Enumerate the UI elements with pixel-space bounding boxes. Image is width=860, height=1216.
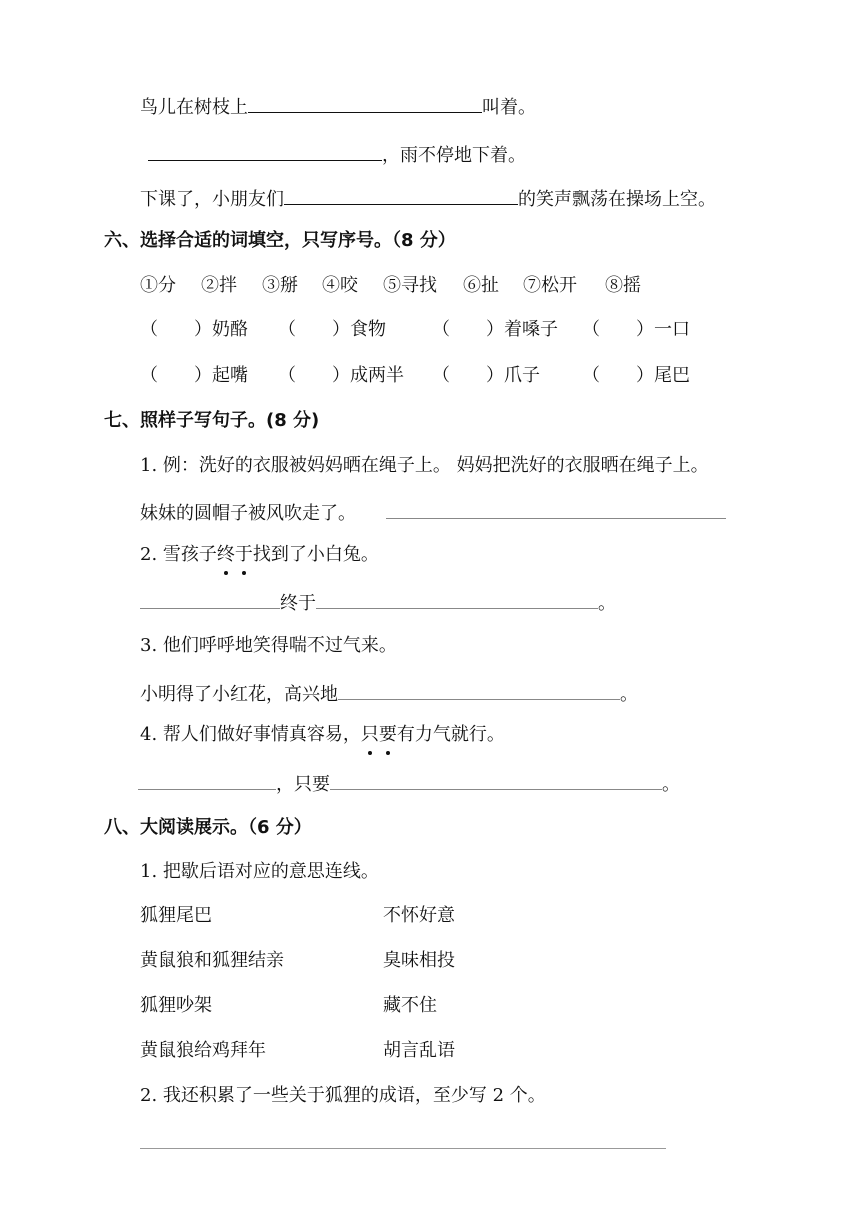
meaning-right-item[interactable]: 臭味相投: [383, 950, 455, 971]
q4-emphasis-char: 只: [361, 722, 379, 748]
q3-fill-end: 。: [620, 684, 638, 705]
choice-item[interactable]: （ ）起嘴: [140, 365, 248, 386]
sentence-2-suffix: ，雨不停地下着。: [382, 145, 526, 166]
meaning-right-item[interactable]: 藏不住: [383, 995, 437, 1016]
choice-item[interactable]: （ ）一口: [582, 319, 690, 340]
choice-item[interactable]: （ ）食物: [278, 319, 386, 340]
q3-answer-blank[interactable]: [338, 679, 620, 700]
q4-fill: [138, 769, 680, 798]
section-6-title: 六、选择合适的词填空，只写序号。（8 分）: [104, 230, 456, 251]
idiom-left-item[interactable]: 黄鼠狼和狐狸结亲: [140, 950, 284, 971]
word-option-1: ①分: [140, 275, 176, 296]
q2-fill: [140, 588, 616, 617]
q4-suffix: 有力气就行。: [396, 724, 505, 745]
word-option-7: ⑦松开: [523, 275, 577, 296]
q4-prompt: [140, 722, 505, 748]
idiom-answer-line[interactable]: [140, 1148, 666, 1149]
choice-item[interactable]: （ ）成两半: [278, 365, 404, 386]
q4-prefix: 4. 帮人们做好事情真容易，: [140, 724, 361, 745]
matching-instruction: 1. 把歇后语对应的意思连线。: [140, 861, 379, 882]
sentence-3-prefix: 下课了，小朋友们: [140, 189, 284, 210]
q2-prefix: 2. 雪孩子: [140, 544, 217, 565]
idiom-left-item[interactable]: 黄鼠狼给鸡拜年: [140, 1040, 266, 1061]
q2-emphasis-char: 终: [217, 542, 235, 568]
idiom-question: 2. 我还积累了一些关于狐狸的成语，至少写 2 个。: [140, 1085, 546, 1106]
answer-blank-3[interactable]: [284, 184, 518, 205]
q2-fill-end: 。: [598, 593, 616, 614]
q2-emphasis-char: 于: [235, 542, 253, 568]
word-option-5: ⑤寻找: [383, 275, 437, 296]
idiom-left-item[interactable]: 狐狸尾巴: [140, 905, 212, 926]
q1-answer-blank[interactable]: [386, 498, 726, 519]
sentence-3-suffix: 的笑声飘荡在操场上空。: [518, 189, 716, 210]
word-option-8: ⑧摇: [605, 275, 641, 296]
choice-item[interactable]: （ ）着嗓子: [432, 319, 558, 340]
fill-sentence-2: [148, 140, 526, 169]
q2-prompt: [140, 542, 379, 568]
q2-blank-1[interactable]: [140, 588, 280, 609]
idiom-left-item[interactable]: 狐狸吵架: [140, 995, 212, 1016]
meaning-right-item[interactable]: 不怀好意: [383, 905, 455, 926]
choice-item[interactable]: （ ）爪子: [432, 365, 540, 386]
sentence-1-suffix: 叫着。: [482, 97, 536, 118]
fill-sentence-3: [140, 184, 716, 213]
choice-item[interactable]: （ ）尾巴: [582, 365, 690, 386]
word-option-3: ③掰: [262, 275, 298, 296]
section-7-title: 七、照样子写句子。(8 分): [104, 410, 320, 431]
q2-suffix: 找到了小白兔。: [252, 544, 379, 565]
q3-task-prefix: 小明得了小红花，高兴地: [140, 684, 338, 705]
q1-example: 1. 例：洗好的衣服被妈妈晒在绳子上。 妈妈把洗好的衣服晒在绳子上。: [140, 455, 709, 476]
sentence-1-prefix: 鸟儿在树枝上: [140, 97, 248, 118]
q2-fill-middle: 终于: [280, 593, 316, 614]
q3-fill: [140, 679, 638, 708]
fill-sentence-1: [140, 92, 536, 121]
q4-emphasis-char: 要: [379, 722, 397, 748]
word-option-4: ④咬: [322, 275, 358, 296]
q4-fill-middle: ，只要: [276, 774, 330, 795]
meaning-right-item[interactable]: 胡言乱语: [383, 1040, 455, 1061]
answer-blank-2[interactable]: [148, 140, 382, 161]
word-option-6: ⑥扯: [463, 275, 499, 296]
q4-fill-end: 。: [662, 774, 680, 795]
q2-blank-2[interactable]: [316, 588, 598, 609]
section-8-title: 八、大阅读展示。（6 分）: [104, 817, 312, 838]
choice-item[interactable]: （ ）奶酪: [140, 319, 248, 340]
q4-blank-2[interactable]: [330, 769, 662, 790]
word-option-2: ②拌: [201, 275, 237, 296]
q1-task: [140, 498, 726, 527]
q3-prompt: 3. 他们呼呼地笑得喘不过气来。: [140, 635, 397, 656]
q1-task-sentence: 妹妹的圆帽子被风吹走了。: [140, 503, 356, 524]
answer-blank-1[interactable]: [248, 92, 482, 113]
q4-blank-1[interactable]: [138, 769, 276, 790]
